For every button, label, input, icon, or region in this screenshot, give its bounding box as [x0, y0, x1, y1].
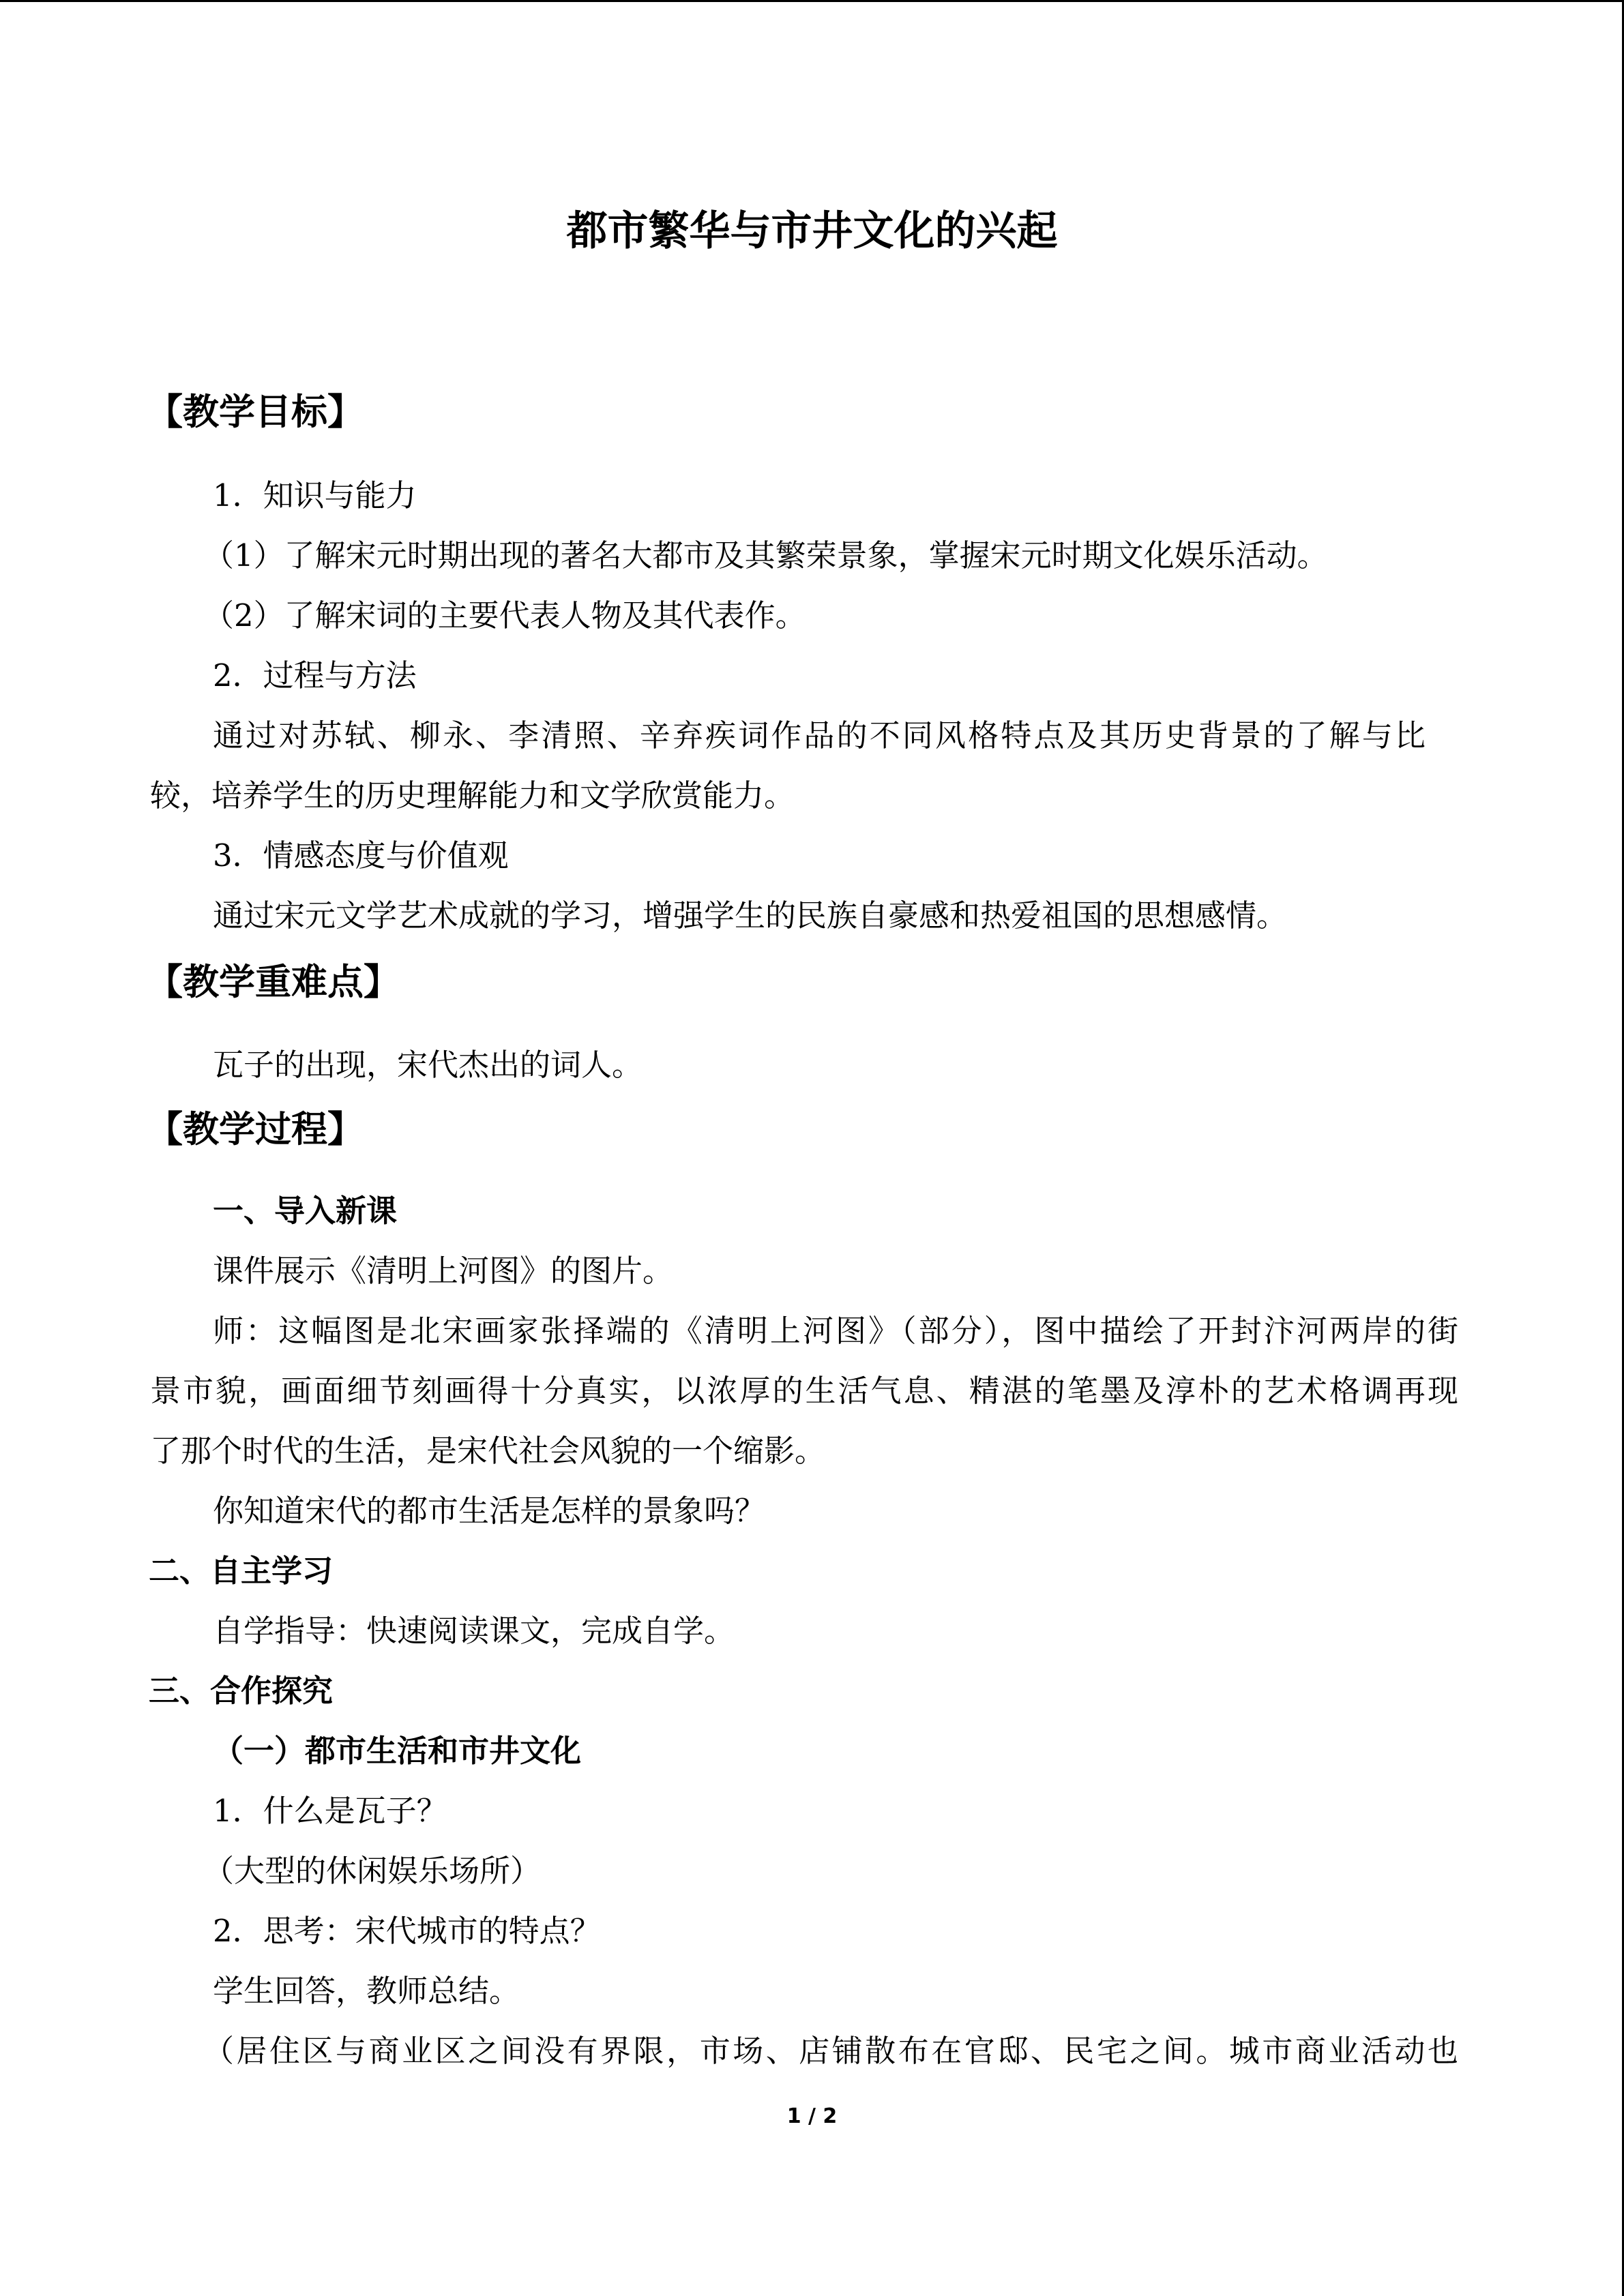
page-number: 1 / 2 [786, 2104, 838, 2128]
process-part1-para-line1: 师：这幅图是北宋画家张择端的《清明上河图》（部分），图中描绘了开封汴河两岸的街 [213, 1313, 1458, 1349]
answer-1: （大型的休闲娱乐场所） [203, 1853, 542, 1889]
key-points-text: 瓦子的出现，宋代杰出的词人。 [213, 1047, 643, 1083]
section-heading-objectives: 【教学目标】 [147, 391, 364, 433]
objective-item-1a: （1）了解宋元时期出现的著名大都市及其繁荣景象，掌握宋元时期文化娱乐活动。 [203, 537, 1328, 573]
answer-2-line1: （居住区与商业区之间没有界限，市场、店铺散布在官邸、民宅之间。城市商业活动也 [203, 2033, 1458, 2069]
objective-item-1b: （2）了解宋词的主要代表人物及其代表作。 [203, 597, 806, 633]
process-part2-text: 自学指导：快速阅读课文，完成自学。 [213, 1613, 735, 1649]
objective-item-2-label: 2．过程与方法 [213, 657, 417, 694]
process-part1-para-line3: 了那个时代的生活，是宋代社会风貌的一个缩影。 [150, 1433, 826, 1469]
section-heading-key-points: 【教学重难点】 [147, 961, 400, 1003]
objective-item-2-text-line1: 通过对苏轼、柳永、李清照、辛弃疾词作品的不同风格特点及其历史背景的了解与比 [213, 717, 1426, 754]
process-part1-title: 一、导入新课 [213, 1193, 398, 1229]
process-part2-title: 二、自主学习 [149, 1553, 334, 1589]
objective-item-3-text: 通过宋元文学艺术成就的学习，增强学生的民族自豪感和热爱祖国的思想感情。 [213, 897, 1288, 934]
objective-item-2-text-line2: 较，培养学生的历史理解能力和文学欣赏能力。 [150, 777, 795, 814]
process-part1-para-line2: 景市貌，画面细节刻画得十分真实，以浓厚的生活气息、精湛的笔墨及淳朴的艺术格调再现 [150, 1373, 1458, 1409]
objective-item-3-label: 3．情感态度与价值观 [213, 837, 509, 874]
process-part1-question: 你知道宋代的都市生活是怎样的景象吗？ [213, 1493, 766, 1529]
document-title: 都市繁华与市井文化的兴起 [566, 207, 1058, 255]
section-heading-process: 【教学过程】 [147, 1109, 364, 1150]
question-1: 1．什么是瓦子？ [213, 1793, 447, 1829]
question-2: 2．思考：宋代城市的特点？ [213, 1913, 601, 1949]
process-part3-title: 三、合作探究 [149, 1673, 334, 1709]
answer-2-intro: 学生回答，教师总结。 [213, 1973, 520, 2009]
objective-item-1-label: 1．知识与能力 [213, 477, 417, 513]
process-part3-sub1: （一）都市生活和市井文化 [213, 1733, 582, 1769]
process-part1-line1: 课件展示《清明上河图》的图片。 [213, 1253, 674, 1289]
